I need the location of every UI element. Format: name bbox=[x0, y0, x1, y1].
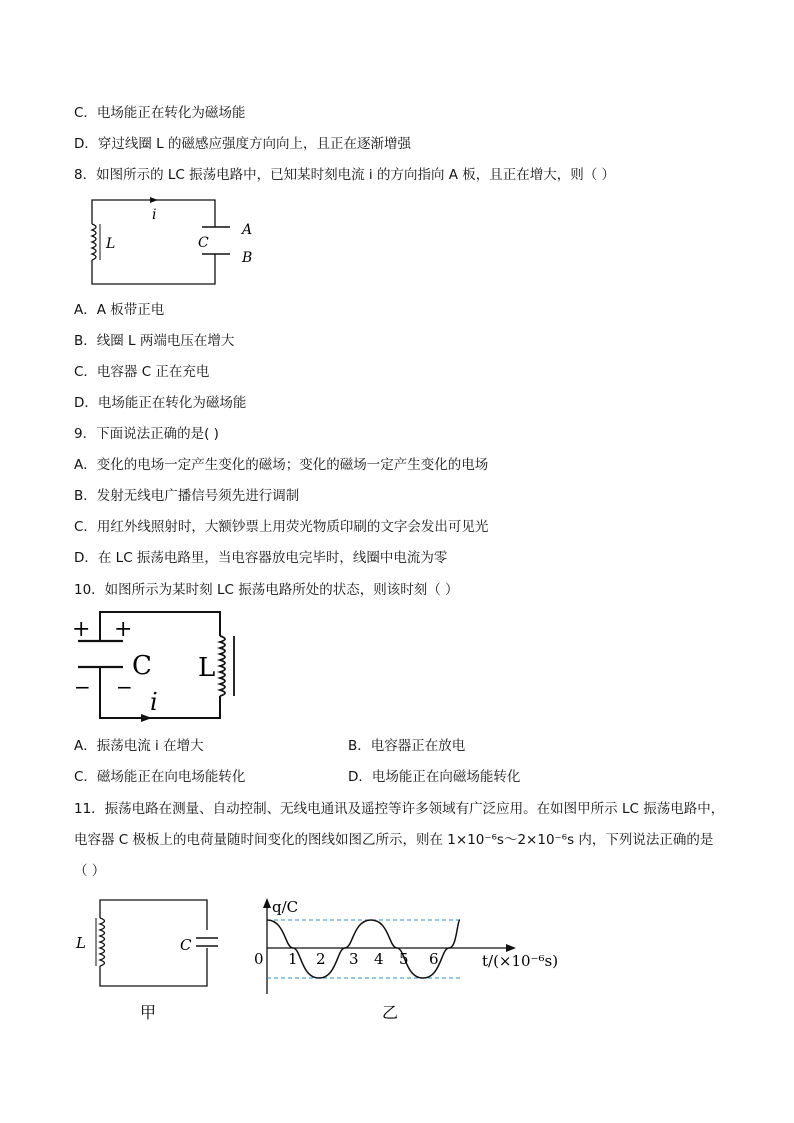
q11-yi-caption: 乙 bbox=[382, 1003, 399, 1022]
q10-label-i: i bbox=[150, 688, 158, 716]
q8-label-L: L bbox=[106, 236, 116, 252]
y-axis-arrow-icon bbox=[263, 898, 271, 908]
q11-stem-line1: 11．振荡电路在测量、自动控制、无线电通讯及遥控等许多领域有广泛应用。在如图甲所示 LC 振荡电路中， bbox=[74, 801, 725, 817]
charge-curve bbox=[267, 920, 460, 978]
q9-option-d: D．在 LC 振荡电路里，当电容器放电完毕时，线圈中电流为零 bbox=[74, 550, 448, 566]
q11-yi-tick-2: 2 bbox=[316, 950, 326, 968]
q8-label-B: B bbox=[242, 250, 253, 266]
q11-yi-tick-4: 4 bbox=[374, 950, 384, 968]
q8-label-C: C bbox=[198, 235, 209, 251]
q8-stem: 8．如图所示的 LC 振荡电路中，已知某时刻电流 i 的方向指向 A 板，且正在增大，则（ ） bbox=[74, 167, 616, 183]
q10-plus-left: + bbox=[72, 617, 91, 642]
q10-option-d: D．电场能正在向磁场能转化 bbox=[348, 769, 521, 785]
q11-yi-xlabel: t/(×10⁻⁶s) bbox=[482, 952, 559, 970]
q8-option-b: B．线圈 L 两端电压在增大 bbox=[74, 333, 235, 349]
q8-label-A: A bbox=[242, 222, 253, 238]
q11-yi-origin: 0 bbox=[254, 950, 264, 968]
q10-circuit-figure bbox=[68, 606, 248, 724]
q11-yi-tick-5: 5 bbox=[399, 950, 409, 968]
q8-circuit-figure bbox=[80, 192, 280, 290]
q11-yi-tick-6: 6 bbox=[429, 950, 439, 968]
q11-yi-tick-3: 3 bbox=[349, 950, 359, 968]
q9-option-a: A．变化的电场一定产生变化的磁场；变化的磁场一定产生变化的电场 bbox=[74, 457, 489, 473]
prev-option-c: C．电场能正在转化为磁场能 bbox=[74, 105, 246, 121]
q11-jia-label-C: C bbox=[180, 936, 192, 954]
q11-jia-label-L: L bbox=[76, 934, 86, 952]
q10-option-a: A．振荡电流 i 在增大 bbox=[74, 738, 204, 754]
q10-minus-right: − bbox=[116, 675, 133, 699]
q10-option-c: C．磁场能正在向电场能转化 bbox=[74, 769, 246, 785]
q10-label-C: C bbox=[132, 651, 152, 681]
q11-jia-caption: 甲 bbox=[140, 1003, 157, 1022]
x-axis-arrow-icon bbox=[506, 944, 516, 952]
q10-plus-right: + bbox=[114, 617, 133, 642]
q11-stem-line2: 电容器 C 极板上的电荷量随时间变化的图线如图乙所示，则在 1×10⁻⁶s～2×10⁻⁶s 内，下列说法正确的是 bbox=[74, 832, 714, 848]
q11-yi-ylabel: q/C bbox=[272, 898, 299, 916]
q10-option-b: B．电容器正在放电 bbox=[348, 738, 466, 754]
q10-stem: 10．如图所示为某时刻 LC 振荡电路所处的状态，则该时刻（ ） bbox=[74, 582, 459, 598]
q8-label-i: i bbox=[152, 207, 157, 223]
q9-option-b: B．发射无线电广播信号须先进行调制 bbox=[74, 488, 300, 504]
q8-option-c: C．电容器 C 正在充电 bbox=[74, 364, 210, 380]
q9-option-c: C．用红外线照射时，大额钞票上用荧光物质印刷的文字会发出可见光 bbox=[74, 519, 489, 535]
q8-option-d: D．电场能正在转化为磁场能 bbox=[74, 395, 247, 411]
q11-fig-yi bbox=[248, 890, 568, 1025]
q11-yi-tick-1: 1 bbox=[288, 950, 298, 968]
q11-stem-line3: （ ） bbox=[74, 863, 106, 879]
q8-option-a: A．A 板带正电 bbox=[74, 302, 165, 318]
q9-stem: 9．下面说法正确的是( ) bbox=[74, 426, 219, 442]
q11-fig-jia bbox=[70, 890, 230, 1025]
prev-option-d: D．穿过线圈 L 的磁感应强度方向向上，且正在逐渐增强 bbox=[74, 136, 411, 152]
q10-minus-left: − bbox=[74, 675, 91, 699]
q10-label-L: L bbox=[198, 653, 216, 683]
current-arrow-icon bbox=[150, 197, 158, 203]
